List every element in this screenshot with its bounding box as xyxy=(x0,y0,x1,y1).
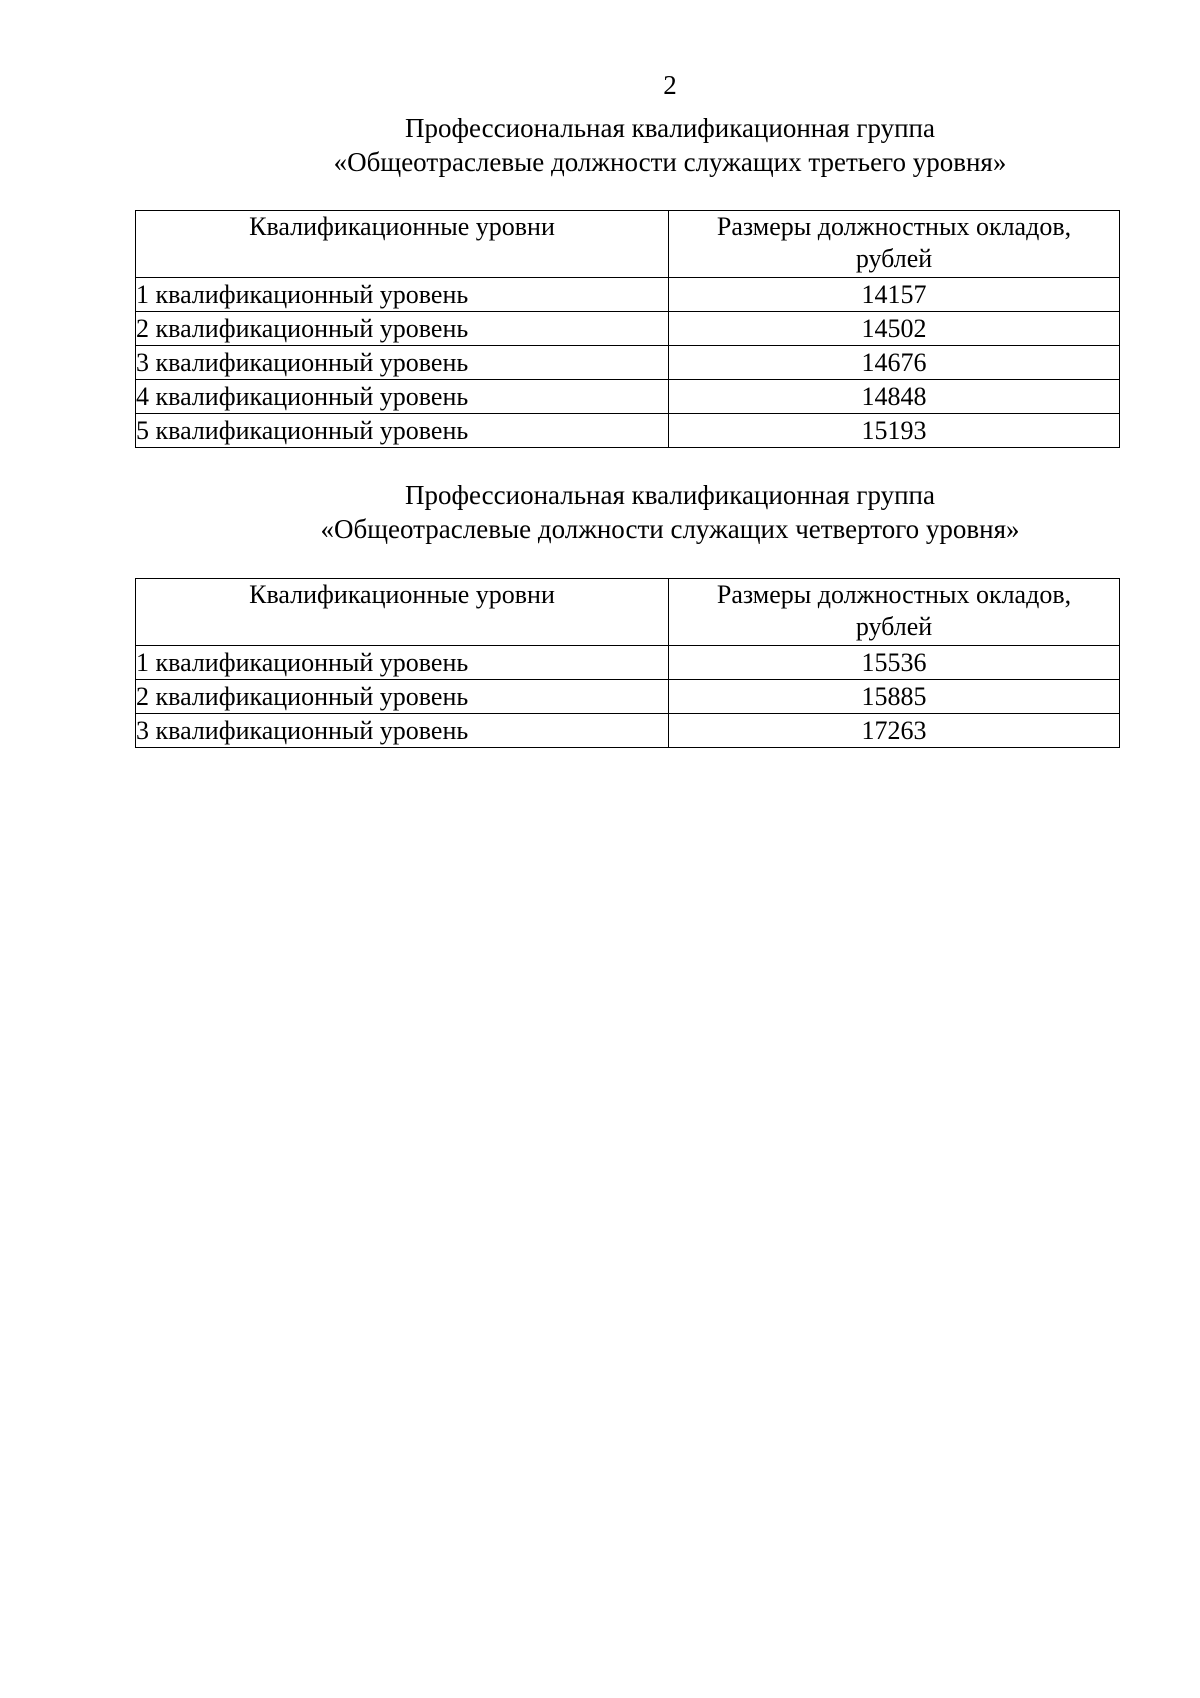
header-salary-line1: Размеры должностных окладов, xyxy=(716,212,1072,241)
amount-cell: 17263 xyxy=(669,714,1120,748)
header-salary-line2: рублей xyxy=(855,244,933,273)
header-salary-line2: рублей xyxy=(855,612,933,641)
level-cell: 3 квалификационный уровень xyxy=(136,346,669,380)
amount-cell: 15536 xyxy=(669,646,1120,680)
amount-cell: 15885 xyxy=(669,680,1120,714)
group-title-line1: Профессиональная квалификационная группа xyxy=(405,480,935,510)
amount-cell: 14502 xyxy=(669,312,1120,346)
group-title-line2: «Общеотраслевые должности служащих третьего уровня» xyxy=(333,147,1007,177)
level-cell: 5 квалификационный уровень xyxy=(136,414,669,448)
table-row xyxy=(136,646,1120,680)
level-cell: 4 квалификационный уровень xyxy=(136,380,669,414)
amount-cell: 14157 xyxy=(669,278,1120,312)
level-cell: 3 квалификационный уровень xyxy=(136,714,669,748)
table-row xyxy=(136,680,1120,714)
table-row xyxy=(136,414,1120,448)
level-cell: 2 квалификационный уровень xyxy=(136,312,669,346)
group-title-fourth-level xyxy=(0,478,1200,546)
table-row xyxy=(136,278,1120,312)
level-cell: 2 квалификационный уровень xyxy=(136,680,669,714)
salary-table-fourth-level xyxy=(135,578,1120,748)
header-salary xyxy=(669,579,1120,646)
salary-table-third-level xyxy=(135,210,1120,448)
table-row xyxy=(136,714,1120,748)
table-header-row xyxy=(136,211,1120,278)
page-number: 2 xyxy=(663,70,677,100)
amount-cell: 14848 xyxy=(669,380,1120,414)
table-row xyxy=(136,312,1120,346)
level-cell: 1 квалификационный уровень xyxy=(136,646,669,680)
level-cell: 1 квалификационный уровень xyxy=(136,278,669,312)
group-title-third-level xyxy=(0,111,1200,179)
amount-cell: 14676 xyxy=(669,346,1120,380)
group-title-line1: Профессиональная квалификационная группа xyxy=(405,113,935,143)
amount-cell: 15193 xyxy=(669,414,1120,448)
header-salary-line1: Размеры должностных окладов, xyxy=(716,580,1072,609)
header-levels: Квалификационные уровни xyxy=(136,211,669,278)
header-levels: Квалификационные уровни xyxy=(136,579,669,646)
table-header-row xyxy=(136,579,1120,646)
table-row xyxy=(136,346,1120,380)
table-row xyxy=(136,380,1120,414)
header-salary xyxy=(669,211,1120,278)
group-title-line2: «Общеотраслевые должности служащих четвертого уровня» xyxy=(320,514,1020,544)
